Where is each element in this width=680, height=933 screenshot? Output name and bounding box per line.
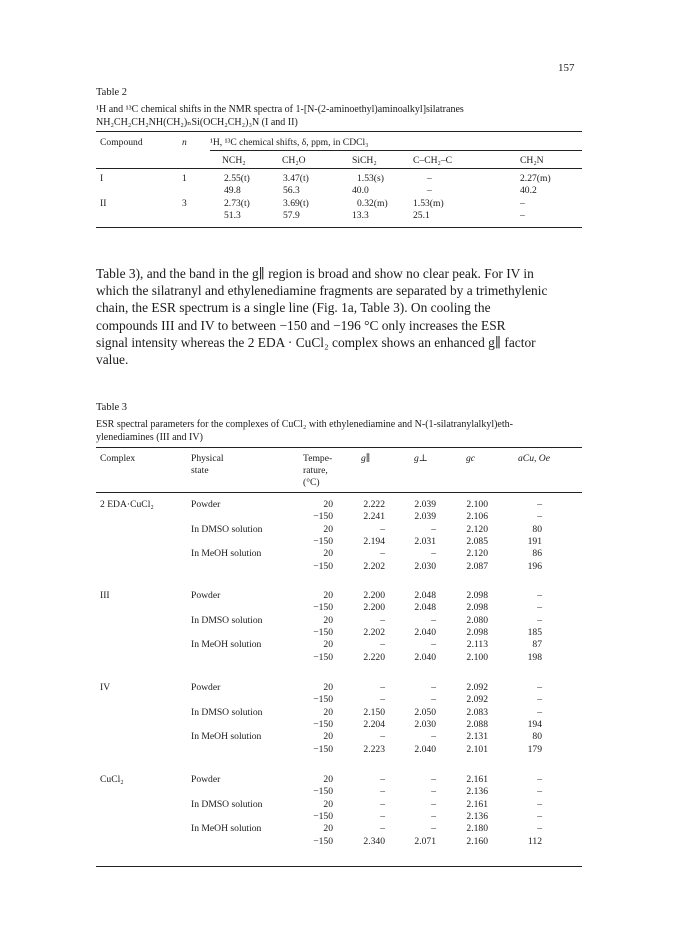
table3-cell: – [431,523,436,535]
table3-cell: – [380,786,385,798]
table3-cell: – [537,786,542,798]
table3-cell: 20 [323,682,333,693]
table3-cell: 2.087 [466,560,488,572]
table3-cell: – [537,798,542,810]
table3-cell: – [431,798,436,810]
table3-cell: 20 [323,499,333,510]
table3-header-acu: aCu, Oe [518,453,550,464]
table2-col-cch2c: C–CH₂–C [413,155,453,166]
paragraph-line: compounds III and IV to between −150 and −196 °C only increases the ESR [96,317,506,333]
table3-cell: −150 [313,694,333,706]
table2-cell: 1.53(s) [357,173,384,184]
table2-header-group: ¹H, ¹³C chemical shifts, δ, ppm, in CDCl₃ [210,137,369,148]
table3-cell: −150 [313,810,333,822]
table3-header-physical-1: Physical [191,453,224,464]
table3-cell: 2.071 [414,835,436,847]
table3-cell: – [431,548,436,560]
table3-cell: – [537,706,542,718]
table3-header-complex: Complex [100,453,136,464]
table3-cell: – [537,810,542,822]
table3-cell: 2.088 [466,718,488,730]
paragraph-line: signal intensity whereas the 2 EDA · CuCl₂ complex shows an enhanced g∥ factor [96,334,536,350]
table3-cell: 2.200 [363,590,385,601]
table3-cell: – [431,614,436,626]
table3-cell: −150 [313,511,333,523]
table3-cell: 2.098 [466,602,488,614]
table2-caption-line1: ¹H and ¹³C chemical shifts in the NMR spectra of 1-[N-(2-aminoethyl)aminoalkyl]silatranes [96,104,464,115]
table3-cell: 2.131 [466,731,488,743]
table2-compound: I [100,173,104,184]
table3-cell: – [431,810,436,822]
table3-cell: 2.092 [466,682,488,693]
table3-cell: 2.340 [363,835,385,847]
table3-header-temp-3: (°C) [303,477,320,488]
table3-cell: – [537,499,542,510]
table3-physical-state: In MeOH solution [191,639,262,651]
table2-group-rule [210,150,582,151]
table2-cell: 25.1 [413,210,430,221]
table3-cell: – [537,614,542,626]
table3-cell: 2.136 [466,786,488,798]
table2-cell: 2.73(t) [224,198,250,209]
table3-physical-state: In MeOH solution [191,823,262,835]
table3-cell: – [431,786,436,798]
table3-cell: 2.161 [466,774,488,785]
table3-cell: 2.040 [414,651,436,663]
table3-cell: 2.222 [363,499,385,510]
table3-cell: 2.030 [414,718,436,730]
table3-cell: – [431,639,436,651]
table3-cell: 2.101 [466,743,488,755]
table3-cell: – [537,602,542,614]
table3-cell: 86 [532,548,542,560]
table3-cell: 2.200 [363,602,385,614]
table2-label: Table 2 [96,87,128,98]
table3-cell: – [380,548,385,560]
table3-top-rule [96,447,582,448]
table3-cell: – [537,774,542,785]
table3-header-gperp: g⊥ [414,453,428,464]
table3-cell: −150 [313,718,333,730]
table3-header-gc: gc [466,453,476,464]
table2-col-ch2o: CH₂O [282,155,306,166]
page-number: 157 [558,62,575,74]
table3-physical-state: Powder [191,499,221,510]
table3-cell: – [380,694,385,706]
table2-cell: 1.53(m) [413,198,444,209]
table3-cell: 2.040 [414,626,436,638]
paragraph-line: value. [96,352,129,368]
table2-header-rule [96,168,582,169]
table3-cell: 2.085 [466,535,488,547]
table3-cell: 20 [323,706,333,718]
table3-cell: 20 [323,614,333,626]
table3-header-rule [96,492,582,493]
table3-cell: – [431,823,436,835]
table3-physical-state: Powder [191,590,221,601]
body-paragraph [96,265,582,368]
table2-col-nch2: NCH₂ [222,155,246,166]
table3-cell: 2.160 [466,835,488,847]
table3-cell: 87 [532,639,542,651]
table2-col-sich2: SiCH₂ [352,155,377,166]
table3-cell: 198 [527,651,542,663]
table3-cell: 2.120 [466,523,488,535]
table2-cell: 3.47(t) [283,173,309,184]
table3-cell: – [380,639,385,651]
table3-cell: – [380,523,385,535]
table3-cell: 2.161 [466,798,488,810]
table3-bottom-rule [96,866,582,867]
table3-cell: 194 [527,718,542,730]
table3-cell: – [431,694,436,706]
table3-cell: 2.202 [363,626,385,638]
table2-cell: 51.3 [224,210,241,221]
table3-complex-name: 2 EDA·CuCl₂ [100,499,154,510]
table2-cell: 0.32(m) [357,198,388,209]
table3-cell: 2.048 [414,590,436,601]
table3-cell: −150 [313,786,333,798]
table3-cell: – [380,614,385,626]
table3-cell: 2.098 [466,626,488,638]
table3-cell: 2.100 [466,499,488,510]
table3-physical-state: In MeOH solution [191,548,262,560]
table3-cell: 2.223 [363,743,385,755]
table3-cell: 20 [323,731,333,743]
table3-cell: 2.083 [466,706,488,718]
table3-cell: 2.120 [466,548,488,560]
table3-cell: 2.194 [363,535,385,547]
table2-col-ch2n: CH₂N [520,155,544,166]
table3-header-temp-2: rature, [303,465,328,476]
table3-caption-line1: ESR spectral parameters for the complexes of CuCl₂ with ethylenediamine and N-(1-silatranylalkyl)eth- [96,419,513,430]
table3-physical-state: In DMSO solution [191,798,263,810]
table3-cell: 2.050 [414,706,436,718]
table3-cell: 179 [527,743,542,755]
table3-complex-name: CuCl₂ [100,774,124,785]
table3-cell: – [537,511,542,523]
table3-cell: 20 [323,823,333,835]
table3-cell: 2.241 [363,511,385,523]
paragraph-line: chain, the ESR spectrum is a single line (Fig. 1a, Table 3). On cooling the [96,300,491,316]
table2-cell: – [520,210,525,221]
table3-cell: – [380,823,385,835]
table2-header-compound: Compound [100,137,143,148]
table3-cell: 2.150 [363,706,385,718]
table3-cell: – [380,774,385,785]
table3-physical-state: In DMSO solution [191,614,263,626]
table3-cell: – [431,731,436,743]
table3-header-physical-2: state [191,465,209,476]
table3-cell: 2.220 [363,651,385,663]
table2-cell: 3.69(t) [283,198,309,209]
table3-header-gpar: g∥ [361,453,371,464]
table2-bottom-rule [96,227,582,228]
table3-cell: – [431,774,436,785]
paragraph-line: Table 3), and the band in the g∥ region is broad and show no clear peak. For IV in [96,266,534,281]
table3-cell: −150 [313,743,333,755]
table3-cell: 2.030 [414,560,436,572]
table3-cell: 2.080 [466,614,488,626]
table3-cell: 20 [323,523,333,535]
table3-cell: 20 [323,639,333,651]
table3-physical-state: Powder [191,774,221,785]
table2-cell: 13.3 [352,210,369,221]
table2-cell: 40.0 [352,185,369,196]
table3-cell: −150 [313,602,333,614]
table3-cell: 2.092 [466,694,488,706]
table3-cell: 2.031 [414,535,436,547]
table2-cell: – [427,173,432,184]
table2-cell: – [427,185,432,196]
table3-cell: – [380,731,385,743]
table3-cell: −150 [313,560,333,572]
table3-cell: – [380,810,385,822]
table3-complex-name: IV [100,682,111,693]
table3-cell: −150 [313,651,333,663]
table3-cell: 112 [527,835,542,847]
table2-n: 3 [182,198,187,209]
table3-physical-state: In MeOH solution [191,731,262,743]
table3-cell: – [537,823,542,835]
table3-cell: – [380,798,385,810]
table3-cell: 2.202 [363,560,385,572]
table3-cell: – [537,682,542,693]
table3-cell: 2.136 [466,810,488,822]
table3-caption-line2: ylenediamines (III and IV) [96,432,203,443]
table3-cell: 2.039 [414,499,436,510]
table2-cell: 2.55(t) [224,173,250,184]
table2-compound: II [100,198,107,209]
table2-cell: 2.27(m) [520,173,551,184]
table2-n: 1 [182,173,187,184]
table3-cell: 80 [532,731,542,743]
table2-cell: 40.2 [520,185,537,196]
table3-cell: 2.106 [466,511,488,523]
table3-cell: 2.040 [414,743,436,755]
table3-cell: 2.180 [466,823,488,835]
table3-cell: 2.204 [363,718,385,730]
table3-cell: −150 [313,626,333,638]
table3-cell: 20 [323,548,333,560]
table3-cell: 80 [532,523,542,535]
table3-physical-state: In DMSO solution [191,523,263,535]
table2-cell: 56.3 [283,185,300,196]
table3-cell: – [431,682,436,693]
table3-physical-state: Powder [191,682,221,693]
table3-cell: 2.048 [414,602,436,614]
table3-cell: 2.098 [466,590,488,601]
table3-cell: 185 [527,626,542,638]
table3-cell: – [380,682,385,693]
table3-cell: – [537,590,542,601]
table2-cell: – [520,198,525,209]
table3-physical-state: In DMSO solution [191,706,263,718]
table3-cell: 2.039 [414,511,436,523]
table3-header-temp-1: Tempe- [303,453,333,464]
table2-caption-line2: NH₂CH₂CH₂NH(CH₂)ₙSi(OCH₂CH₂)₃N (I and II) [96,117,298,128]
table3-cell: 20 [323,774,333,785]
table3-cell: 20 [323,590,333,601]
table3-cell: 191 [527,535,542,547]
table3-cell: −150 [313,535,333,547]
table3-complex-name: III [100,590,110,601]
paragraph-line: which the silatranyl and ethylenediamine fragments are separated by a trimethylenic [96,283,548,299]
table3-cell: 2.113 [466,639,488,651]
table3-cell: 20 [323,798,333,810]
table2-cell: 57.9 [283,210,300,221]
table2-top-rule [96,131,582,132]
table3-cell: 196 [527,560,542,572]
table3-label: Table 3 [96,402,128,413]
table2-header-n: n [182,137,187,148]
table3-cell: 2.100 [466,651,488,663]
table3-cell: −150 [313,835,333,847]
table2-cell: 49.8 [224,185,241,196]
table3-cell: – [537,694,542,706]
